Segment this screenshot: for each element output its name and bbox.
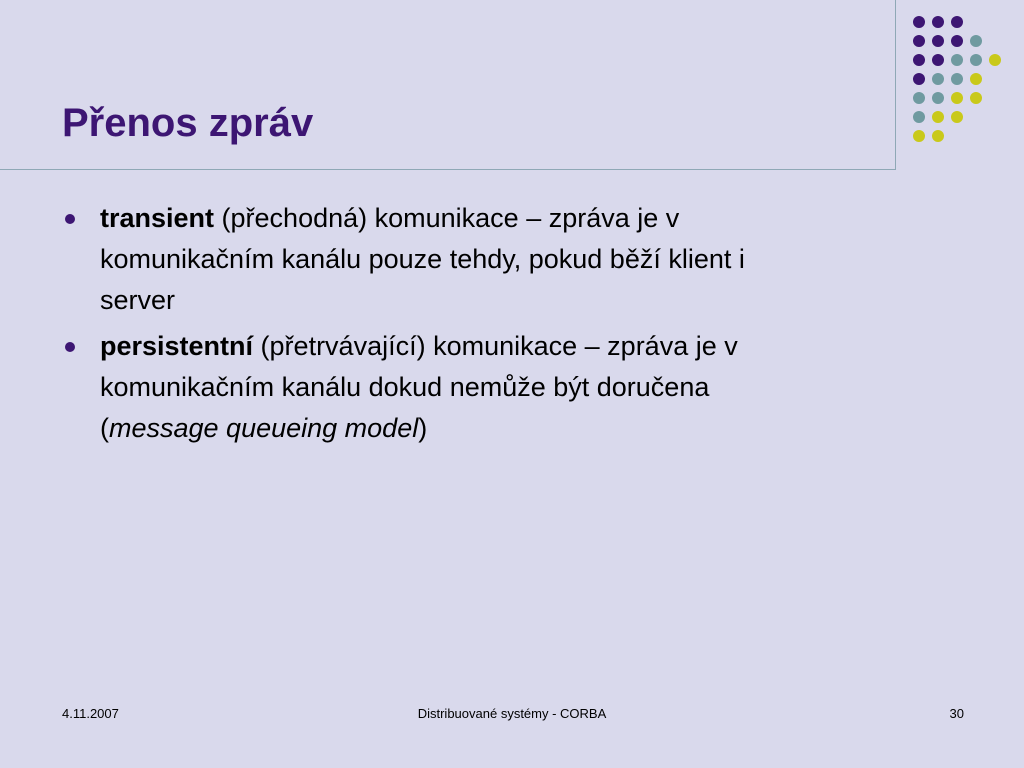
dot: [951, 35, 963, 47]
dot-row-4: [913, 73, 982, 85]
bullet-text: komunikačním kanálu pouze tehdy, pokud běží klient i: [100, 244, 745, 274]
decorative-dot-grid: [0, 0, 1024, 170]
dot: [913, 54, 925, 66]
dot: [951, 92, 963, 104]
dot: [951, 54, 963, 66]
dot: [913, 92, 925, 104]
bullet-text: server: [100, 285, 176, 315]
dot: [932, 35, 944, 47]
dot: [913, 130, 925, 142]
footer-page-number: 30: [949, 706, 964, 721]
bullet-term: transient: [100, 203, 215, 233]
footer-date: 4.11.2007: [62, 706, 119, 721]
bullet-text: (přechodná) komunikace – zpráva je v: [214, 203, 680, 233]
dot: [913, 73, 925, 85]
bullet-marker: [65, 342, 75, 352]
bullet-text: (: [100, 413, 109, 443]
footer-title: Distribuované systémy - CORBA: [417, 706, 607, 721]
bullet-list: [100, 198, 940, 454]
dot-row-5: [913, 92, 982, 104]
dot-row-1: [913, 16, 963, 28]
bullet-item-transient: [100, 198, 940, 321]
dot: [951, 16, 963, 28]
dot: [913, 111, 925, 123]
dot: [932, 111, 944, 123]
dot: [970, 73, 982, 85]
bullet-text: ): [418, 413, 428, 443]
dot: [989, 54, 1001, 66]
bullet-text-italic: message queueing model: [109, 413, 419, 443]
dot: [932, 54, 944, 66]
dot: [932, 130, 944, 142]
dot: [913, 16, 925, 28]
dot: [913, 35, 925, 47]
dot-row-7: [913, 130, 944, 142]
bullet-text: (přetrvávající) komunikace – zpráva je v: [253, 331, 738, 361]
dot: [932, 92, 944, 104]
dot: [951, 111, 963, 123]
dot-row-3: [913, 54, 1001, 66]
dot: [951, 73, 963, 85]
dot: [932, 16, 944, 28]
dot: [932, 73, 944, 85]
dot: [970, 35, 982, 47]
dot-row-2: [913, 35, 982, 47]
bullet-text: komunikačním kanálu dokud nemůže být doručena: [100, 372, 710, 402]
bullet-marker: [65, 214, 75, 224]
dot: [970, 92, 982, 104]
bullet-term: persistentní: [100, 331, 254, 361]
dot-row-6: [913, 111, 963, 123]
slide-title: Přenos zpráv: [62, 101, 314, 145]
bullet-item-persistent: [100, 326, 940, 449]
dot: [970, 54, 982, 66]
